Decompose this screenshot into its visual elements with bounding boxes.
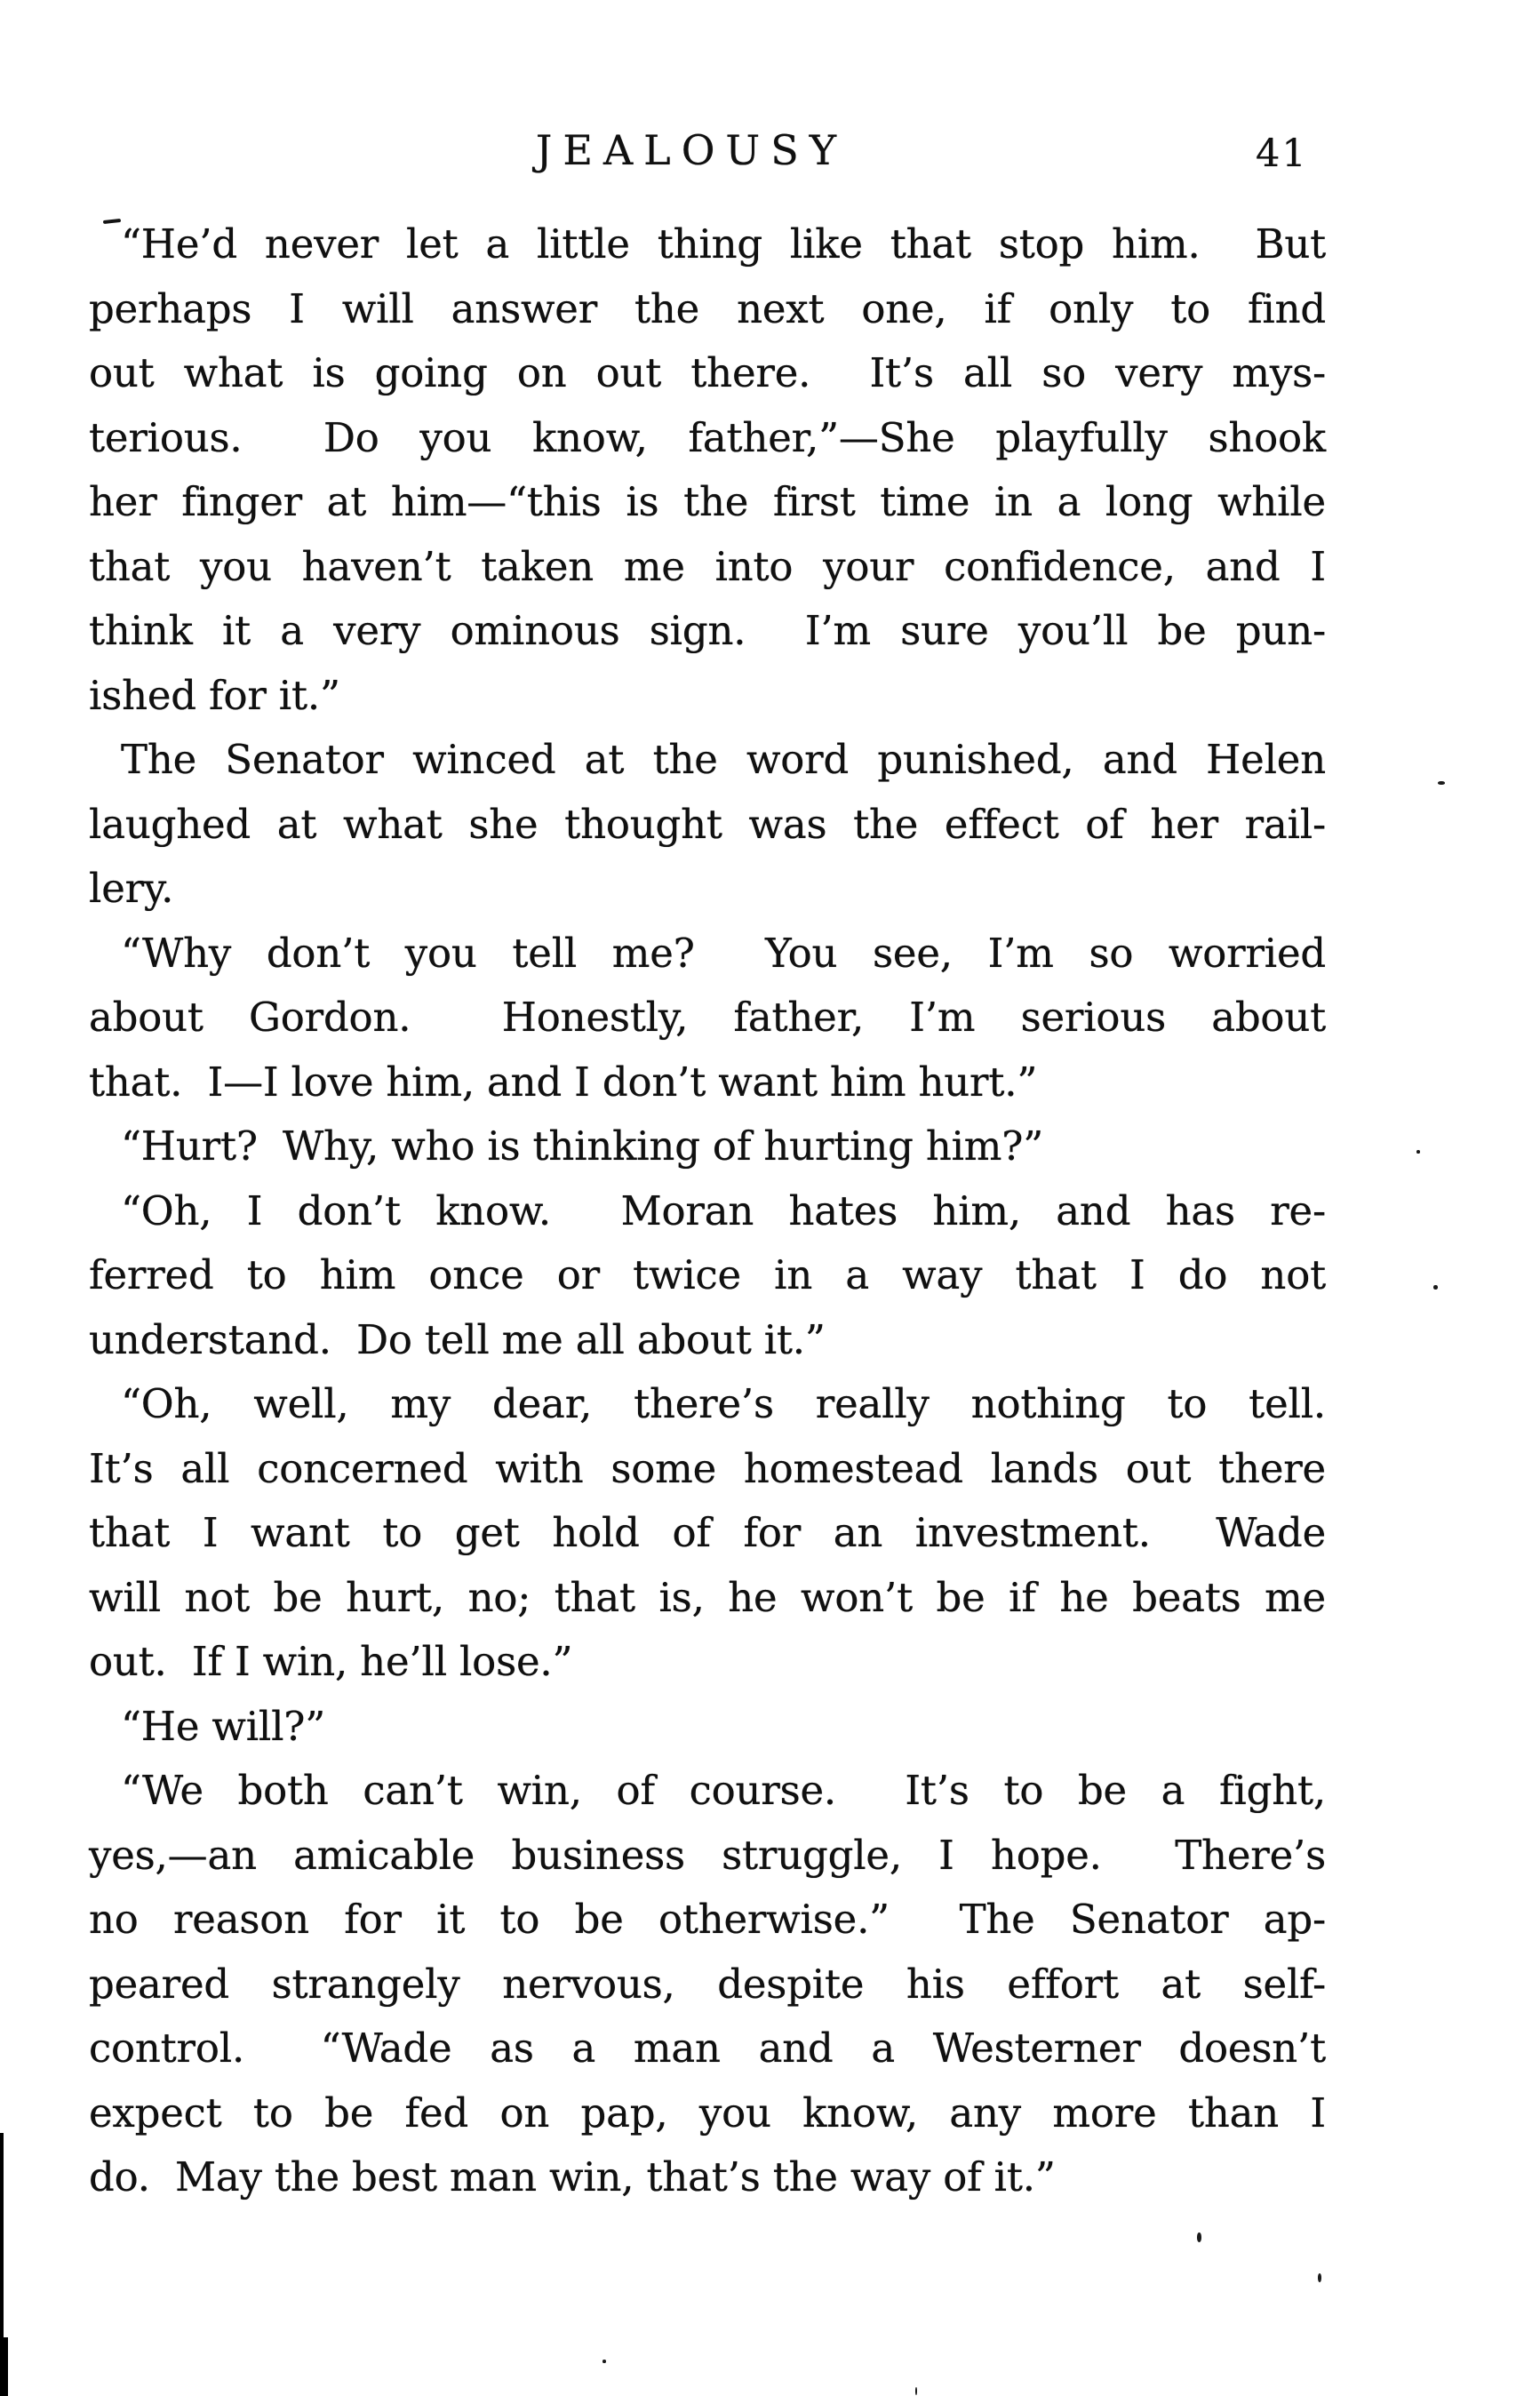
scan-speck	[1438, 781, 1445, 785]
text-line: about Gordon. Honestly, father, I’m serious about	[89, 994, 1326, 1041]
scan-speck	[1416, 1150, 1420, 1154]
scan-speck	[1318, 2273, 1321, 2282]
paragraph	[89, 1695, 1326, 1760]
text-line: no reason for it to be otherwise.” The Senator ap-	[89, 1896, 1326, 1943]
text-line: expect to be fed on pap, you know, any more than I	[89, 2089, 1326, 2136]
text-line: out. If I win, he’ll lose.”	[89, 1638, 573, 1685]
text-line: do. May the best man win, that’s the way of it.”	[89, 2153, 1056, 2200]
text-line: that. I—I love him, and I don’t want him hurt.”	[89, 1058, 1038, 1106]
scan-speck	[602, 2360, 606, 2363]
text-line: ferred to him once or twice in a way that I do not	[89, 1251, 1326, 1298]
text-line: The Senator winced at the word punished, and Helen	[121, 736, 1326, 783]
text-line: out what is going on out there. It’s all so very mys-	[89, 349, 1326, 396]
text-line: It’s all concerned with some homestead lands out there	[89, 1444, 1326, 1492]
text-line: terious. Do you know, father,”—She playfully shook	[89, 413, 1326, 461]
scan-edge-line-thick	[0, 2337, 8, 2396]
text-line: perhaps I will answer the next one, if only to find	[89, 284, 1326, 332]
text-line: yes,—an amicable business struggle, I hope. There’s	[89, 1831, 1326, 1879]
text-line: “We both can’t win, of course. It’s to be a fight,	[121, 1767, 1326, 1814]
text-line: think it a very ominous sign. I’m sure you’ll be pun-	[89, 607, 1326, 654]
text-line: peared strangely nervous, despite his effort at self-	[89, 1960, 1326, 2008]
text-line: will not be hurt, no; that is, he won’t be if he beats me	[89, 1573, 1326, 1621]
chapter-running-header: JEALOUSY	[535, 126, 848, 174]
text-line: “Oh, well, my dear, there’s really nothing to tell.	[121, 1380, 1326, 1427]
paragraph	[89, 1759, 1326, 2210]
scan-speck	[915, 2387, 917, 2395]
text-line: lery.	[89, 865, 174, 912]
text-line: control. “Wade as a man and a Westerner doesn’t	[89, 2025, 1326, 2072]
page-text	[89, 212, 1326, 2210]
paragraph	[89, 212, 1326, 728]
text-line: “Why don’t you tell me? You see, I’m so worried	[121, 929, 1326, 977]
scan-speck	[1197, 2232, 1201, 2242]
text-line: “Oh, I don’t know. Moran hates him, and has re-	[121, 1186, 1326, 1234]
text-line: “Hurt? Why, who is thinking of hurting him?”	[121, 1122, 1043, 1170]
text-line: that you haven’t taken me into your confidence, and I	[89, 542, 1326, 590]
paragraph	[89, 1372, 1326, 1695]
text-line: ished for it.”	[89, 671, 340, 719]
page-number: 41	[1256, 132, 1308, 176]
scan-speck	[1433, 1285, 1438, 1290]
text-line: understand. Do tell me all about it.”	[89, 1315, 826, 1363]
paragraph	[89, 1179, 1326, 1373]
paragraph	[89, 922, 1326, 1115]
text-line: “He’d never let a little thing like that stop him. But	[121, 220, 1326, 268]
text-line: “He will?”	[121, 1702, 326, 1750]
paragraph	[89, 728, 1326, 922]
text-line: her finger at him—“this is the first time in a long while	[89, 478, 1326, 525]
paragraph	[89, 1114, 1326, 1179]
text-line: that I want to get hold of for an investment. Wade	[89, 1509, 1326, 1556]
text-line: laughed at what she thought was the effect of her rail-	[89, 800, 1326, 848]
